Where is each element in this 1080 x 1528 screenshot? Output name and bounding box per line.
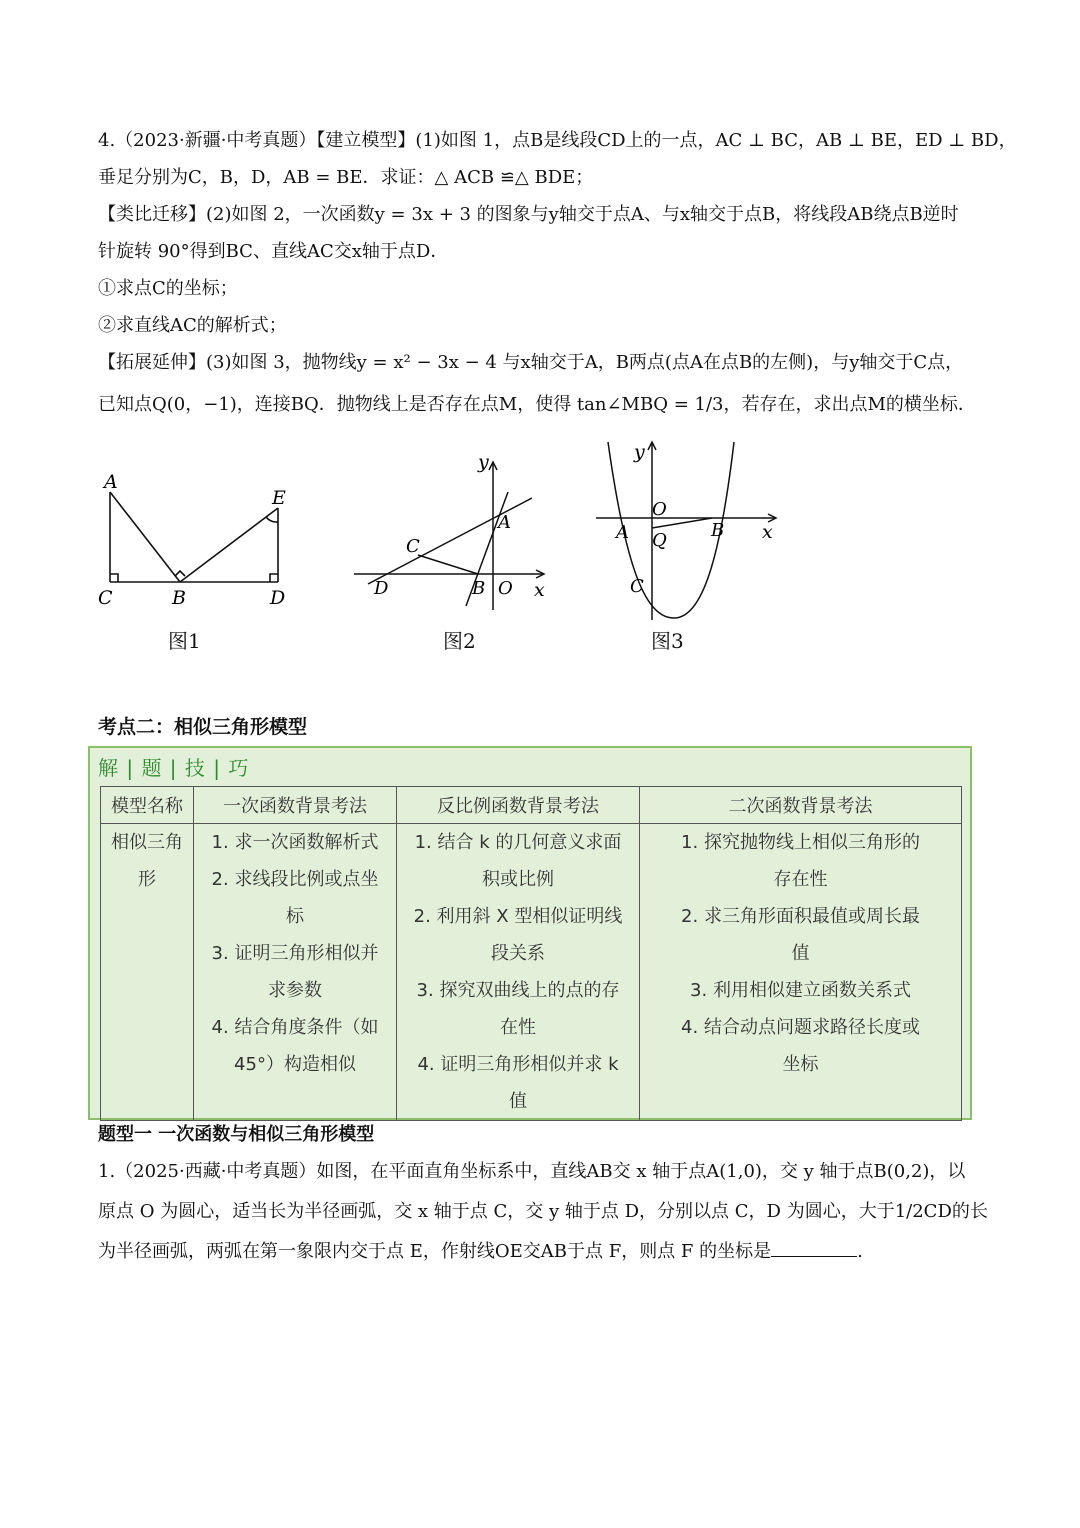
label-d: D (374, 578, 389, 599)
cell-line: 标 (286, 906, 304, 927)
cell-line: 4. 结合动点问题求路径长度或 (681, 1017, 920, 1038)
cell-line: 积或比例 (482, 869, 554, 890)
cell-line: 1. 结合 k 的几何意义求面 (414, 832, 622, 853)
cell-model-name (101, 824, 194, 1121)
answer-blank[interactable] (771, 1236, 857, 1257)
type1-title: 题型一 一次函数与相似三角形模型 (98, 1124, 375, 1145)
cell-line: 求参数 (268, 980, 322, 1001)
problem4-line1: 4.（2023·新疆·中考真题）【建立模型】(1)如图 1，点B是线段CD上的一点，AC ⊥ BC，AB ⊥ BE，ED ⊥ BD， (98, 130, 1017, 151)
label-a: A (616, 522, 629, 543)
problem4-line5: ①求点C的坐标； (98, 278, 238, 299)
figure-3-caption: 图3 (651, 629, 684, 653)
problem4-line2: 垂足分别为C，B，D，AB = BE．求证：△ ACB ≌△ BDE； (98, 167, 594, 188)
cell-line: 坐标 (782, 1054, 819, 1075)
cell-line: 4. 结合角度条件（如 (211, 1017, 379, 1038)
figure-1 (90, 440, 300, 615)
figure-2-caption: 图2 (443, 629, 476, 653)
label-a: A (104, 471, 118, 493)
table-row (101, 824, 962, 1121)
cell-line: 值 (509, 1091, 527, 1112)
cell-line: 3. 利用相似建立函数关系式 (690, 980, 911, 1001)
problem1-line2: 原点 O 为圆心，适当长为半径画弧，交 x 轴于点 C，交 y 轴于点 D，分别以点 C，D 为圆心，大于1/2CD的长 (98, 1201, 988, 1222)
cell-line: 值 (791, 943, 810, 964)
figure-3 (590, 440, 790, 625)
label-c: C (630, 576, 644, 597)
tips-table (100, 786, 962, 1121)
label-y: y (634, 441, 645, 463)
label-o: O (498, 578, 513, 599)
segment-ab (110, 492, 180, 582)
cell-line: 1. 探究抛物线上相似三角形的 (681, 832, 920, 853)
right-angle-c (110, 574, 118, 582)
problem4-line6: ②求直线AC的解析式； (98, 315, 287, 336)
cell-inverse (397, 824, 640, 1121)
cell-line: 2. 求三角形面积最值或周长最 (681, 906, 920, 927)
line-ac (368, 498, 532, 584)
label-y: y (478, 451, 489, 473)
header-model-name: 模型名称 (101, 787, 194, 824)
label-o: O (652, 499, 667, 520)
label-d: D (270, 587, 286, 609)
segment-bc (418, 555, 478, 574)
cell-quadratic (640, 824, 962, 1121)
cell-line: 相似三角 (111, 832, 183, 853)
label-c: C (98, 587, 113, 609)
cell-linear (194, 824, 397, 1121)
figure-1-caption: 图1 (168, 629, 201, 653)
cell-line: 2. 利用斜 X 型相似证明线 (413, 906, 623, 927)
cell-line: 4. 证明三角形相似并求 k (417, 1054, 619, 1075)
label-b: B (711, 520, 725, 541)
table-header-row (101, 787, 962, 824)
problem4-line4: 针旋转 90°得到BC、直线AC交x轴于点D． (98, 241, 449, 262)
problem1-line3: 为半径画弧，两弧在第一象限内交于点 E，作射线OE交AB于点 F，则点 F 的坐标是 (98, 1241, 772, 1262)
cell-line: 3. 证明三角形相似并 (211, 943, 379, 964)
problem1-line3-end: . (857, 1241, 863, 1262)
label-e: E (272, 487, 286, 509)
angle-mark-e (266, 517, 278, 522)
cell-line: 段关系 (491, 943, 545, 964)
cell-line: 在性 (500, 1017, 536, 1038)
label-x: x (534, 579, 545, 601)
problem4-line7: 【拓展延伸】(3)如图 3，抛物线y = x² − 3x − 4 与x轴交于A，B两点(点A在点B的左侧)，与y轴交于C点， (98, 352, 964, 373)
label-c: C (406, 536, 420, 557)
header-quadratic: 二次函数背景考法 (640, 787, 962, 824)
cell-line: 1. 求一次函数解析式 (211, 832, 379, 853)
cell-line: 45°）构造相似 (234, 1054, 356, 1075)
label-b: B (472, 578, 486, 599)
section-title: 考点二：相似三角形模型 (98, 716, 308, 738)
problem1-line3-row (98, 1233, 988, 1270)
problem4-line8: 已知点Q(0，−1)，连接BQ．抛物线上是否存在点M，使得 tan∠MBQ = 1/3，若存在，求出点M的横坐标． (98, 394, 976, 415)
header-inverse: 反比例函数背景考法 (397, 787, 640, 824)
cell-line: 形 (138, 869, 156, 890)
label-a: A (498, 512, 511, 533)
problem4-line3: 【类比迁移】(2)如图 2，一次函数y = 3x + 3 的图象与y轴交于点A、与x轴交于点B，将线段AB绕点B逆时 (98, 204, 959, 225)
right-angle-d (270, 574, 278, 582)
right-angle-b (175, 571, 185, 576)
label-q: Q (652, 530, 667, 551)
tips-box-title: 解 | 题 | 技 | 巧 (98, 756, 250, 780)
tips-box (88, 746, 972, 1120)
cell-line: 存在性 (773, 869, 828, 890)
cell-line: 3. 探究双曲线上的点的存 (416, 980, 620, 1001)
header-linear: 一次函数背景考法 (194, 787, 397, 824)
segment-be (180, 508, 278, 582)
problem1-line1: 1.（2025·西藏·中考真题）如图，在平面直角坐标系中，直线AB交 x 轴于点A(1,0)，交 y 轴于点B(0,2)，以 (98, 1161, 966, 1182)
label-b: B (172, 587, 186, 609)
label-x: x (762, 521, 773, 543)
figure-2 (350, 440, 560, 615)
cell-line: 2. 求线段比例或点坐 (211, 869, 379, 890)
